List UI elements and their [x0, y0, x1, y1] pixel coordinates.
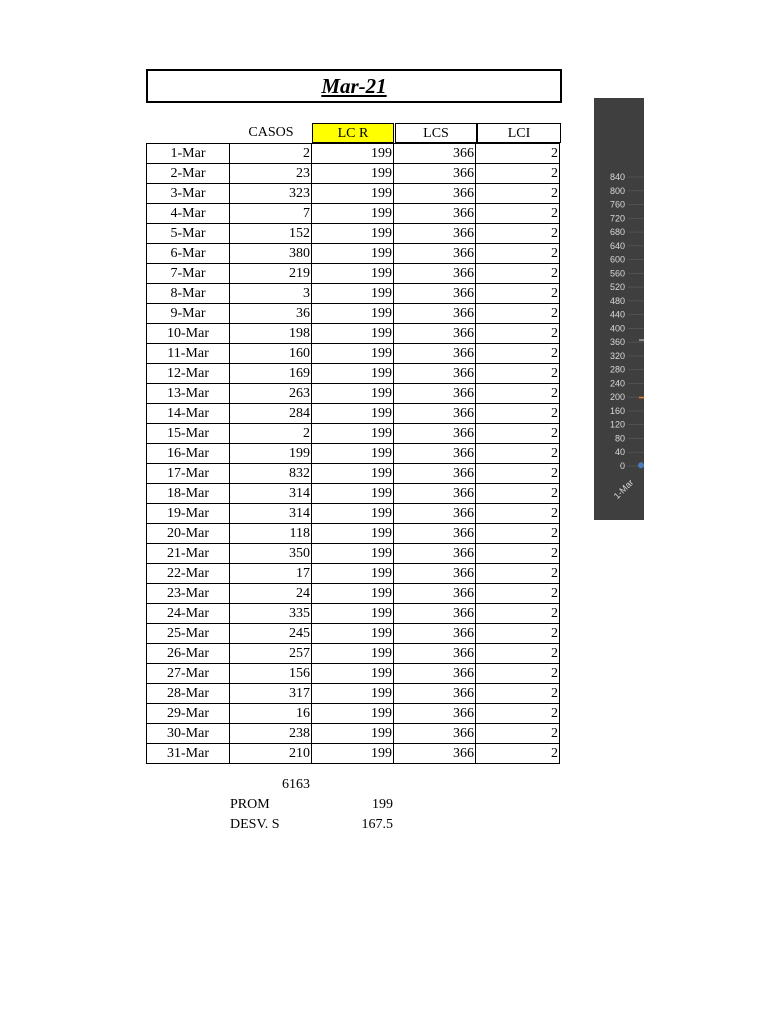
table-row — [147, 284, 560, 304]
row-casos: 317 — [230, 684, 312, 704]
row-casos: 380 — [230, 244, 312, 264]
row-date: 22-Mar — [147, 564, 230, 584]
row-lcs: 366 — [394, 204, 476, 224]
table-row — [147, 704, 560, 724]
row-date: 15-Mar — [147, 424, 230, 444]
row-date: 17-Mar — [147, 464, 230, 484]
y-tick-label: 200 — [609, 392, 625, 403]
row-lcs: 366 — [394, 404, 476, 424]
row-lcs: 366 — [394, 744, 476, 764]
table-row — [147, 464, 560, 484]
row-lci: 2 — [476, 164, 560, 184]
row-lci: 2 — [476, 664, 560, 684]
row-date: 11-Mar — [147, 344, 230, 364]
row-lci: 2 — [476, 404, 560, 424]
row-casos: 350 — [230, 544, 312, 564]
y-tick-label: 760 — [609, 199, 625, 210]
row-lci: 2 — [476, 424, 560, 444]
row-casos: 23 — [230, 164, 312, 184]
row-lcs: 366 — [394, 184, 476, 204]
row-lci: 2 — [476, 624, 560, 644]
table-row — [147, 264, 560, 284]
y-tick-label: 720 — [609, 213, 625, 224]
table-row — [147, 544, 560, 564]
row-lcs: 366 — [394, 584, 476, 604]
row-casos: 832 — [230, 464, 312, 484]
table-row — [147, 324, 560, 344]
total-cases: 6163 — [282, 777, 310, 792]
row-lcr: 199 — [312, 504, 394, 524]
row-date: 7-Mar — [147, 264, 230, 284]
row-date: 1-Mar — [147, 144, 230, 164]
table-row — [147, 524, 560, 544]
row-date: 26-Mar — [147, 644, 230, 664]
row-lci: 2 — [476, 524, 560, 544]
table-row — [147, 444, 560, 464]
control-chart — [594, 98, 644, 520]
row-lcr: 199 — [312, 564, 394, 584]
row-lcr: 199 — [312, 484, 394, 504]
row-date: 4-Mar — [147, 204, 230, 224]
y-tick-label: 280 — [609, 364, 625, 375]
row-lcs: 366 — [394, 424, 476, 444]
row-lcs: 366 — [394, 324, 476, 344]
month-title-box — [146, 69, 562, 103]
row-casos: 17 — [230, 564, 312, 584]
table-row — [147, 624, 560, 644]
row-lcs: 366 — [394, 504, 476, 524]
row-lci: 2 — [476, 464, 560, 484]
row-lci: 2 — [476, 684, 560, 704]
row-lci: 2 — [476, 244, 560, 264]
row-lcr: 199 — [312, 204, 394, 224]
row-lci: 2 — [476, 544, 560, 564]
row-lcr: 199 — [312, 324, 394, 344]
row-lcs: 366 — [394, 164, 476, 184]
row-lci: 2 — [476, 484, 560, 504]
y-tick-label: 80 — [614, 433, 625, 444]
y-tick-label: 440 — [609, 309, 625, 320]
month-title: Mar-21 — [321, 74, 387, 98]
table-row — [147, 204, 560, 224]
row-lci: 2 — [476, 384, 560, 404]
desv-value: 167.5 — [361, 817, 393, 832]
y-tick-label: 360 — [609, 337, 625, 348]
header-lci: LCI — [477, 123, 561, 143]
row-lcs: 366 — [394, 364, 476, 384]
row-lci: 2 — [476, 344, 560, 364]
y-tick-label: 400 — [609, 323, 625, 334]
x-tick-label: 1-Mar — [611, 477, 636, 502]
row-lcs: 366 — [394, 224, 476, 244]
row-lcs: 366 — [394, 284, 476, 304]
y-tick-label: 40 — [614, 447, 625, 458]
row-lcr: 199 — [312, 364, 394, 384]
table-row — [147, 664, 560, 684]
y-tick-label: 320 — [609, 350, 625, 361]
row-date: 3-Mar — [147, 184, 230, 204]
row-lcr: 199 — [312, 264, 394, 284]
row-lcs: 366 — [394, 244, 476, 264]
y-tick-label: 600 — [609, 254, 625, 265]
table-row — [147, 644, 560, 664]
row-lcr: 199 — [312, 404, 394, 424]
row-casos: 160 — [230, 344, 312, 364]
row-casos: 199 — [230, 444, 312, 464]
row-date: 5-Mar — [147, 224, 230, 244]
table-row — [147, 344, 560, 364]
y-tick-label: 120 — [609, 419, 625, 430]
row-date: 19-Mar — [147, 504, 230, 524]
row-date: 6-Mar — [147, 244, 230, 264]
row-lcs: 366 — [394, 564, 476, 584]
y-tick-label: 520 — [609, 282, 625, 293]
y-tick-label: 800 — [609, 185, 625, 196]
row-lcr: 199 — [312, 444, 394, 464]
row-casos: 169 — [230, 364, 312, 384]
table-row — [147, 504, 560, 524]
row-lcr: 199 — [312, 684, 394, 704]
row-casos: 2 — [230, 144, 312, 164]
row-date: 13-Mar — [147, 384, 230, 404]
row-date: 14-Mar — [147, 404, 230, 424]
row-lcr: 199 — [312, 464, 394, 484]
y-tick-label: 640 — [609, 240, 625, 251]
row-casos: 7 — [230, 204, 312, 224]
row-date: 31-Mar — [147, 744, 230, 764]
row-date: 18-Mar — [147, 484, 230, 504]
table-row — [147, 604, 560, 624]
row-lcr: 199 — [312, 544, 394, 564]
table-row — [147, 144, 560, 164]
row-casos: 314 — [230, 504, 312, 524]
row-casos: 263 — [230, 384, 312, 404]
row-casos: 335 — [230, 604, 312, 624]
row-date: 30-Mar — [147, 724, 230, 744]
row-casos: 24 — [230, 584, 312, 604]
row-lcs: 366 — [394, 144, 476, 164]
row-casos: 16 — [230, 704, 312, 724]
row-date: 2-Mar — [147, 164, 230, 184]
table-row — [147, 384, 560, 404]
table-row — [147, 484, 560, 504]
row-lci: 2 — [476, 304, 560, 324]
row-lcs: 366 — [394, 444, 476, 464]
row-casos: 238 — [230, 724, 312, 744]
table-row — [147, 584, 560, 604]
table-row — [147, 184, 560, 204]
row-lci: 2 — [476, 224, 560, 244]
row-casos: 152 — [230, 224, 312, 244]
y-tick-label: 840 — [609, 172, 625, 182]
table-row — [147, 224, 560, 244]
header-lcr: LC R — [312, 123, 394, 143]
row-date: 20-Mar — [147, 524, 230, 544]
row-lcr: 199 — [312, 524, 394, 544]
row-date: 24-Mar — [147, 604, 230, 624]
row-lci: 2 — [476, 644, 560, 664]
y-tick-label: 0 — [619, 461, 625, 471]
row-lcr: 199 — [312, 644, 394, 664]
row-lci: 2 — [476, 184, 560, 204]
row-date: 16-Mar — [147, 444, 230, 464]
row-lcr: 199 — [312, 344, 394, 364]
row-casos: 210 — [230, 744, 312, 764]
row-lci: 2 — [476, 564, 560, 584]
row-lcr: 199 — [312, 164, 394, 184]
data-point — [638, 462, 644, 468]
table-row — [147, 564, 560, 584]
row-lcr: 199 — [312, 744, 394, 764]
desv-label: DESV. S — [230, 817, 280, 832]
row-casos: 2 — [230, 424, 312, 444]
row-lcs: 366 — [394, 624, 476, 644]
row-lcs: 366 — [394, 724, 476, 744]
table-row — [147, 744, 560, 764]
row-date: 10-Mar — [147, 324, 230, 344]
table-row — [147, 244, 560, 264]
row-lci: 2 — [476, 144, 560, 164]
row-lci: 2 — [476, 744, 560, 764]
y-tick-label: 160 — [609, 405, 625, 416]
row-casos: 284 — [230, 404, 312, 424]
table-row — [147, 304, 560, 324]
row-lcr: 199 — [312, 424, 394, 444]
control-chart-svg — [594, 98, 644, 520]
table-row — [147, 404, 560, 424]
row-casos: 198 — [230, 324, 312, 344]
row-date: 27-Mar — [147, 664, 230, 684]
row-lci: 2 — [476, 284, 560, 304]
row-casos: 245 — [230, 624, 312, 644]
table-row — [147, 364, 560, 384]
row-lcr: 199 — [312, 224, 394, 244]
row-lcs: 366 — [394, 684, 476, 704]
row-casos: 156 — [230, 664, 312, 684]
row-lci: 2 — [476, 584, 560, 604]
row-lcr: 199 — [312, 384, 394, 404]
y-tick-label: 680 — [609, 227, 625, 238]
row-lcs: 366 — [394, 384, 476, 404]
row-lcs: 366 — [394, 604, 476, 624]
row-lci: 2 — [476, 504, 560, 524]
row-casos: 3 — [230, 284, 312, 304]
row-lcs: 366 — [394, 544, 476, 564]
row-lcr: 199 — [312, 704, 394, 724]
row-lcs: 366 — [394, 524, 476, 544]
row-lcr: 199 — [312, 244, 394, 264]
row-lcs: 366 — [394, 264, 476, 284]
row-date: 28-Mar — [147, 684, 230, 704]
header-lcs: LCS — [395, 123, 477, 143]
row-lcr: 199 — [312, 624, 394, 644]
row-lcs: 366 — [394, 644, 476, 664]
row-lci: 2 — [476, 204, 560, 224]
y-tick-label: 560 — [609, 268, 625, 279]
row-casos: 323 — [230, 184, 312, 204]
row-casos: 219 — [230, 264, 312, 284]
y-tick-label: 240 — [609, 378, 625, 389]
row-lci: 2 — [476, 724, 560, 744]
row-lcs: 366 — [394, 704, 476, 724]
row-casos: 314 — [230, 484, 312, 504]
row-date: 21-Mar — [147, 544, 230, 564]
header-casos: CASOS — [248, 125, 294, 140]
row-lci: 2 — [476, 704, 560, 724]
row-lci: 2 — [476, 264, 560, 284]
row-date: 23-Mar — [147, 584, 230, 604]
row-lcs: 366 — [394, 304, 476, 324]
row-lcs: 366 — [394, 344, 476, 364]
row-casos: 257 — [230, 644, 312, 664]
row-casos: 118 — [230, 524, 312, 544]
row-date: 29-Mar — [147, 704, 230, 724]
row-lci: 2 — [476, 324, 560, 344]
row-lcr: 199 — [312, 604, 394, 624]
prom-label: PROM — [230, 797, 270, 812]
row-lcr: 199 — [312, 144, 394, 164]
row-lci: 2 — [476, 444, 560, 464]
row-lcs: 366 — [394, 464, 476, 484]
row-date: 9-Mar — [147, 304, 230, 324]
row-lcr: 199 — [312, 304, 394, 324]
row-date: 8-Mar — [147, 284, 230, 304]
table-row — [147, 684, 560, 704]
row-lci: 2 — [476, 604, 560, 624]
row-lcr: 199 — [312, 584, 394, 604]
row-casos: 36 — [230, 304, 312, 324]
table-row — [147, 424, 560, 444]
row-lcr: 199 — [312, 184, 394, 204]
row-date: 12-Mar — [147, 364, 230, 384]
row-date: 25-Mar — [147, 624, 230, 644]
table-row — [147, 724, 560, 744]
row-lcs: 366 — [394, 484, 476, 504]
row-lcr: 199 — [312, 664, 394, 684]
cases-table — [146, 143, 560, 764]
prom-value: 199 — [372, 797, 393, 812]
row-lcs: 366 — [394, 664, 476, 684]
row-lci: 2 — [476, 364, 560, 384]
y-tick-label: 480 — [609, 295, 625, 306]
table-row — [147, 164, 560, 184]
row-lcr: 199 — [312, 284, 394, 304]
row-lcr: 199 — [312, 724, 394, 744]
